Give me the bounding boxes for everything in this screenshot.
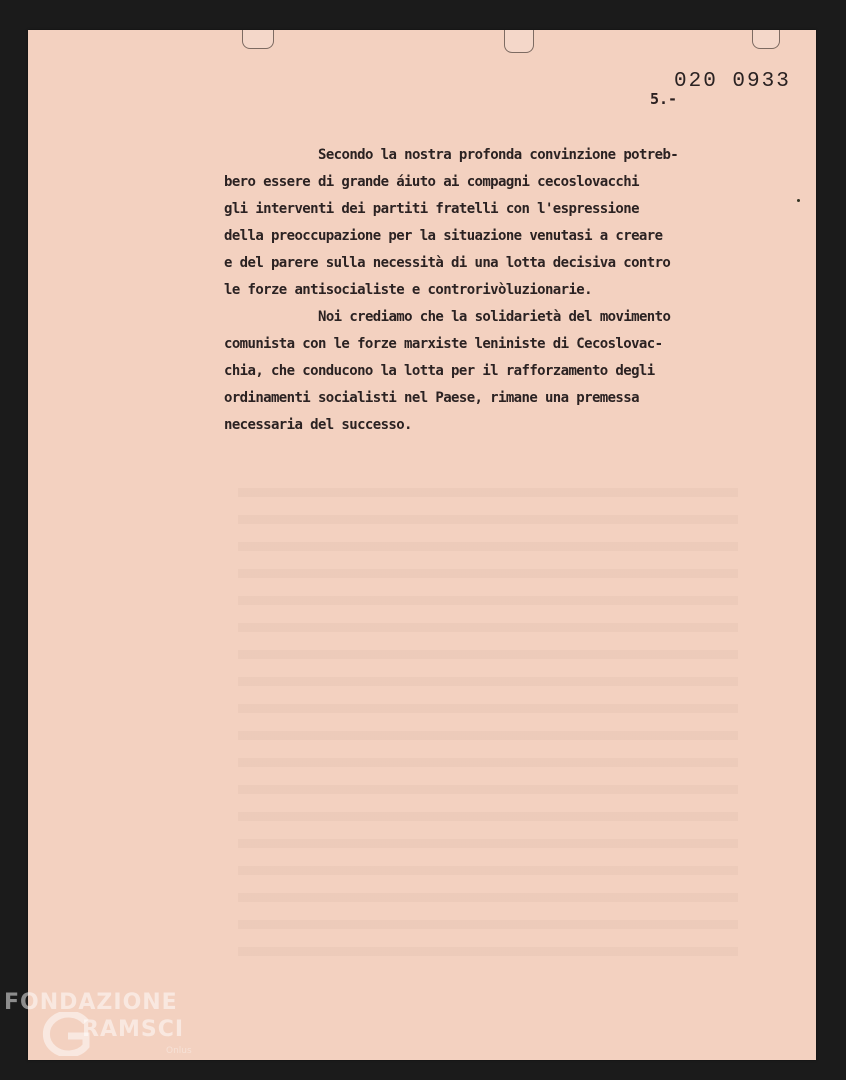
text-line: comunista con le forze marxiste leniniste di Cecoslovac-	[224, 336, 663, 352]
watermark-line1: FONDAZIONE	[4, 990, 178, 1015]
text-line: gli interventi dei partiti fratelli con l'espressione	[224, 201, 639, 217]
text-line: necessaria del successo.	[224, 417, 412, 433]
text-line: le forze antisocialiste e controrivòluzionarie.	[224, 282, 592, 298]
text-line: Secondo la nostra profonda convinzione potreb-	[318, 147, 679, 163]
text-line: bero essere di grande áiuto ai compagni cecoslovacchi	[224, 174, 639, 190]
ink-dot	[797, 199, 800, 202]
text-line: chia, che conducono la lotta per il rafforzamento degli	[224, 363, 655, 379]
staple-mark	[752, 30, 780, 49]
document-page	[28, 30, 816, 1060]
text-line: e del parere sulla necessità di una lotta decisiva contro	[224, 255, 671, 271]
text-line: ordinamenti socialisti nel Paese, rimane una premessa	[224, 390, 639, 406]
typed-text-body	[224, 142, 794, 439]
page-number: 5.-	[650, 90, 678, 108]
text-line: della preoccupazione per la situazione venutasi a creare	[224, 228, 663, 244]
show-through-text	[238, 470, 738, 970]
text-line: Noi crediamo che la solidarietà del movimento	[318, 309, 671, 325]
fondazione-gramsci-watermark	[4, 990, 214, 1060]
staple-mark	[242, 30, 274, 49]
staple-mark	[504, 30, 534, 53]
watermark-suffix: Onlus	[166, 1046, 192, 1056]
watermark-line2: RAMSCI	[82, 1017, 185, 1042]
archive-number: 020 0933	[674, 70, 791, 93]
